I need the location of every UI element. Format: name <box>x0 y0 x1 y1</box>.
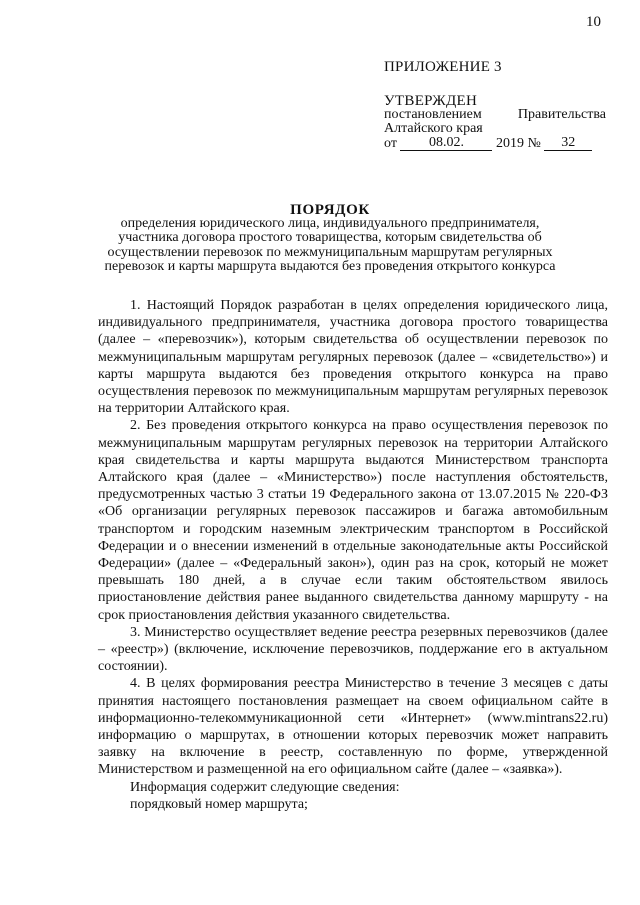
paragraph-4: 4. В целях формирования реестра Министерство в течение 3 месяцев с даты принятия настоящего постановления размещает на своем официальном сайте в информационно-телекоммуникационной сети «Интернет» (www.mintrans22.ru) информацию о маршрутах, в отношении которых перевозчик может направить заявку на включение в реестр, составленную по форме, утвержденной Министерством и размещенной на его официальном сайте (далее – «заявка»). <box>98 676 608 778</box>
date-prefix: от <box>384 136 397 151</box>
approval-heading: УТВЕРЖДЕН <box>384 93 478 109</box>
document-subtitle: определения юридического лица, индивидуального предпринимателя, участника договора простого товарищества, которым свидетельства об осуществлении перевозок по межмуниципальным маршрутам регулярных перевозок и карты маршрута выдаются без проведения открытого конкурса <box>104 216 556 275</box>
government-word: Правительства <box>517 107 606 122</box>
paragraph-3: 3. Министерство осуществляет ведение реестра резервных перевозчиков (далее – «реестр») (включение, исключение перевозчиков, поддержание его в актуальном состоянии). <box>98 624 608 675</box>
approval-region: Алтайского края <box>384 121 483 136</box>
document-title: ПОРЯДОК <box>290 202 370 218</box>
paragraph-2: 2. Без проведения открытого конкурса на право осуществления перевозок по межмуниципальным маршрутам регулярных перевозок на территории Алтайского края свидетельства и карты маршрута выдаются Министерством транспорта Алтайского края (далее – «Министерство») после наступления обстоятельств, предусмотренных частью 3 статьи 19 Федерального закона от 13.07.2015 № 220-ФЗ «Об организации регулярных перевозок пассажиров и багажа автомобильным транспортом и городским наземным электрическим транспортом в Российской Федерации и о внесении изменений в отдельные законодательные акты Российской Федерации» (далее – «Федеральный закон»), один раз на срок, который не может превышать 180 дней, а в случае если таким обстоятельством явилось приостановление действия ранее выданного свидетельства данному маршруту - на срок приостановления действия указанного свидетельства. <box>98 418 608 623</box>
date-value: 08.02. <box>400 135 492 151</box>
paragraph-route-number: порядковый номер маршрута; <box>130 796 308 812</box>
paragraph-1: 1. Настоящий Порядок разработан в целях определения юридического лица, индивидуального предпринимателя, участника договора простого товарищества (далее – «перевозчик»), которым свидетельства об осуществлении перевозок по межмуниципальным маршрутам регулярных перевозок (далее – «свидетельство») и карты маршрута выдаются без проведения открытого конкурса на право осуществления перевозок по межмуниципальным маршрутам регулярных перевозок на территории Алтайского края. <box>98 298 608 417</box>
appendix-label: ПРИЛОЖЕНИЕ 3 <box>384 59 502 75</box>
page-number: 10 <box>586 14 601 30</box>
resolution-word: постановлением <box>384 107 482 122</box>
number-value: 32 <box>544 135 592 151</box>
approval-date-line <box>384 135 592 151</box>
document-body <box>98 297 608 813</box>
paragraph-info: Информация содержит следующие сведения: <box>130 779 400 795</box>
approval-resolution-line <box>384 107 606 122</box>
year-label: 2019 № <box>495 136 541 151</box>
